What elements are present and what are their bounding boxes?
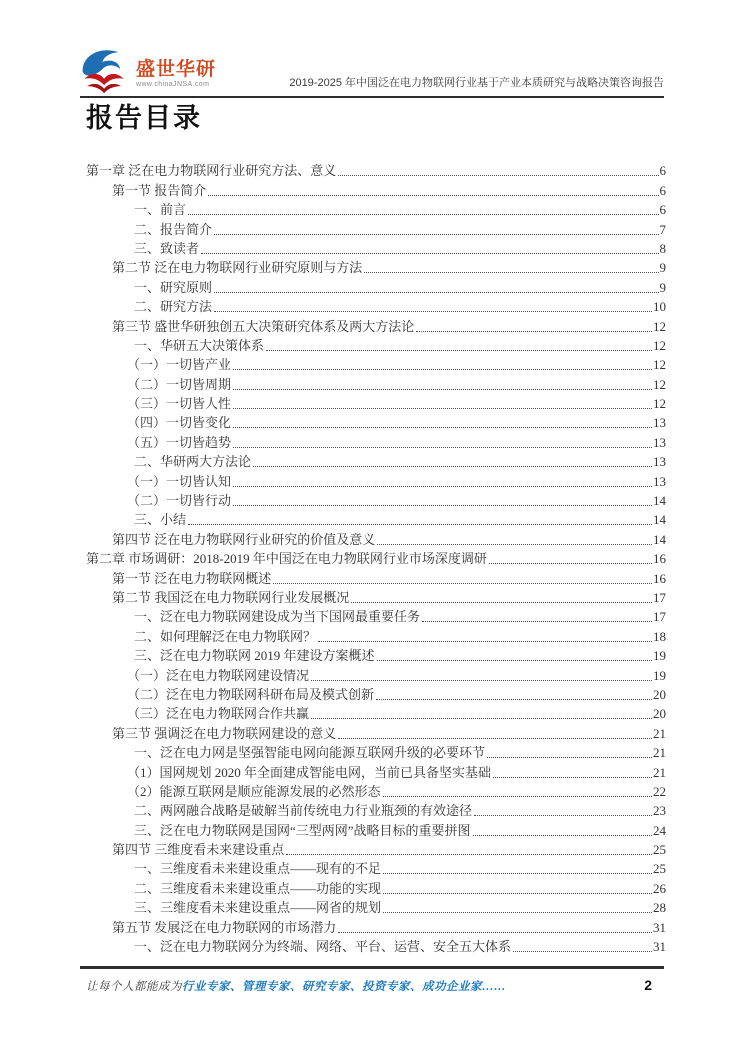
toc-entry-leader bbox=[318, 641, 652, 642]
toc-entry-page: 13 bbox=[653, 473, 666, 489]
toc-entry-label: （三）一切皆人性 bbox=[127, 396, 232, 412]
page-number: 2 bbox=[644, 977, 652, 993]
toc-entry-label: （1）国网规划 2020 年全面建成智能电网，当前已具备坚实基础 bbox=[127, 764, 492, 780]
toc-entry bbox=[80, 276, 666, 295]
toc-entry-label: 第三节 盛世华研独创五大决策研究体系及两大方法论 bbox=[112, 318, 415, 334]
toc-entry-label: 一、研究原则 bbox=[134, 279, 213, 295]
toc-entry bbox=[80, 800, 666, 819]
toc-entry-page: 24 bbox=[653, 822, 666, 838]
toc-entry bbox=[80, 470, 666, 489]
toc-entry-label: 一、三维度看未来建设重点——现有的不足 bbox=[134, 861, 382, 877]
toc-entry-leader bbox=[487, 757, 652, 758]
toc-entry-leader bbox=[383, 796, 652, 797]
page-footer bbox=[86, 977, 652, 994]
toc-entry bbox=[80, 916, 666, 935]
toc-entry-page: 20 bbox=[653, 686, 666, 702]
toc-entry-leader bbox=[214, 311, 652, 312]
toc-entry bbox=[80, 645, 666, 664]
toc-entry-leader bbox=[473, 835, 652, 836]
toc-entry-leader bbox=[188, 214, 658, 215]
toc-entry-leader bbox=[416, 331, 652, 332]
toc-entry bbox=[80, 296, 666, 315]
toc-entry-page: 10 bbox=[653, 299, 666, 315]
toc-entry-page: 19 bbox=[653, 667, 666, 683]
toc-entry-page: 20 bbox=[653, 706, 666, 722]
toc-entry bbox=[80, 664, 666, 683]
toc-entry-leader bbox=[266, 350, 652, 351]
toc-entry bbox=[80, 490, 666, 509]
toc-entry-page: 14 bbox=[653, 493, 666, 509]
toc-entry-leader bbox=[338, 175, 658, 176]
toc-entry-page: 25 bbox=[653, 861, 666, 877]
toc-entry-label: 二、报告简介 bbox=[134, 221, 213, 237]
toc-entry bbox=[80, 684, 666, 703]
toc-entry-label: 第二节 我国泛在电力物联网行业发展概况 bbox=[112, 589, 350, 605]
toc-entry bbox=[80, 761, 666, 780]
toc-entry-page: 18 bbox=[653, 628, 666, 644]
toc-entry-page: 16 bbox=[653, 570, 666, 586]
toc-entry-leader bbox=[253, 466, 652, 467]
toc-entry-label: 第一节 报告简介 bbox=[112, 182, 207, 198]
toc-entry-label: 二、三维度看未来建设重点——功能的实现 bbox=[134, 880, 382, 896]
toc-entry-label: 一、华研五大决策体系 bbox=[134, 337, 265, 353]
toc-entry-page: 9 bbox=[659, 260, 666, 276]
toc-entry-page: 23 bbox=[653, 803, 666, 819]
toc-entry-leader bbox=[383, 893, 652, 894]
toc-entry-label: （三）泛在电力物联网合作共赢 bbox=[127, 706, 310, 722]
toc-entry-label: 二、华研两大方法论 bbox=[134, 454, 252, 470]
toc-entry-page: 14 bbox=[653, 531, 666, 547]
toc-entry-label: 第二章 市场调研：2018-2019 年中国泛在电力物联网行业市场深度调研 bbox=[86, 551, 487, 567]
toc-entry bbox=[80, 451, 666, 470]
toc-entry bbox=[80, 703, 666, 722]
toc-entry-page: 7 bbox=[659, 221, 666, 237]
toc-entry bbox=[80, 431, 666, 450]
toc-entry-page: 17 bbox=[653, 609, 666, 625]
toc-entry-leader bbox=[273, 583, 652, 584]
toc-entry bbox=[80, 354, 666, 373]
toc-entry-label: 二、如何理解泛在电力物联网？ bbox=[134, 628, 317, 644]
toc-entry-page: 21 bbox=[653, 745, 666, 761]
toc-entry-page: 13 bbox=[653, 415, 666, 431]
toc-entry-leader bbox=[377, 660, 652, 661]
toc-entry-label: 第四节 泛在电力物联网行业研究的价值及意义 bbox=[112, 531, 376, 547]
toc-entry-label: 一、泛在电力物联网建设成为当下国网最重要任务 bbox=[134, 609, 421, 625]
toc-entry-page: 9 bbox=[659, 279, 666, 295]
toc-entry-label: 二、研究方法 bbox=[134, 299, 213, 315]
toc-entry-leader bbox=[513, 951, 652, 952]
toc-entry-page: 26 bbox=[653, 880, 666, 896]
footer-divider bbox=[80, 966, 664, 969]
toc-entry-page: 31 bbox=[653, 939, 666, 955]
toc-entry-leader bbox=[311, 718, 652, 719]
toc-entry-leader bbox=[377, 544, 652, 545]
toc-entry-label: 三、三维度看未来建设重点——网省的规划 bbox=[134, 900, 382, 916]
toc-entry-leader bbox=[474, 815, 652, 816]
toc-entry-leader bbox=[233, 369, 652, 370]
toc-entry-label: 一、泛在电力物联网分为终端、网络、平台、运营、安全五大体系 bbox=[134, 939, 512, 955]
toc-entry bbox=[80, 179, 666, 198]
footer-slogan bbox=[86, 978, 506, 994]
toc-entry bbox=[80, 199, 666, 218]
toc-entry-label: 第一章 泛在电力物联网行业研究方法、意义 bbox=[86, 163, 337, 179]
toc-entry-page: 16 bbox=[653, 551, 666, 567]
toc-entry bbox=[80, 412, 666, 431]
toc-entry-label: （2）能源互联网是顺应能源发展的必然形态 bbox=[127, 783, 381, 799]
toc-entry-label: （二）泛在电力物联网科研布局及模式创新 bbox=[127, 686, 375, 702]
toc-entry-leader bbox=[376, 699, 652, 700]
toc-entry-page: 12 bbox=[653, 376, 666, 392]
toc-entry bbox=[80, 936, 666, 955]
toc-entry-leader bbox=[364, 272, 658, 273]
toc-entry-leader bbox=[233, 408, 652, 409]
toc-entry-leader bbox=[286, 854, 652, 855]
toc-entry-label: （一）一切皆产业 bbox=[127, 357, 232, 373]
toc-entry-page: 6 bbox=[659, 202, 666, 218]
toc-entry-label: 二、两网融合战略是破解当前传统电力行业瓶颈的有效途径 bbox=[134, 803, 473, 819]
toc-entry bbox=[80, 606, 666, 625]
toc-entry bbox=[80, 722, 666, 741]
toc-entry-page: 19 bbox=[653, 648, 666, 664]
swoosh-open-book-logo-icon bbox=[80, 44, 130, 96]
page-header bbox=[80, 42, 664, 96]
toc-entry bbox=[80, 335, 666, 354]
toc-entry-leader bbox=[233, 486, 652, 487]
toc-entry-leader bbox=[233, 427, 652, 428]
toc-entry-label: 第二节 泛在电力物联网行业研究原则与方法 bbox=[112, 260, 363, 276]
toc-entry-leader bbox=[233, 505, 652, 506]
toc-entry-label: （一）泛在电力物联网建设情况 bbox=[127, 667, 310, 683]
page-title: 报告目录 bbox=[86, 103, 202, 133]
toc-entry-page: 21 bbox=[653, 764, 666, 780]
toc-entry-leader bbox=[422, 621, 652, 622]
toc-entry bbox=[80, 587, 666, 606]
toc-entry-page: 12 bbox=[653, 337, 666, 353]
toc-entry-label: 三、致读者 bbox=[134, 240, 200, 256]
toc-entry-leader bbox=[233, 447, 652, 448]
toc-entry-page: 8 bbox=[659, 240, 666, 256]
toc-entry-leader bbox=[493, 777, 652, 778]
footer-slogan-prefix: 让每个人都能成为 bbox=[86, 981, 182, 993]
toc-entry bbox=[80, 160, 666, 179]
footer-slogan-highlight: 行业专家、管理专家、研究专家、投资专家、成功企业家…… bbox=[182, 981, 506, 993]
toc-entry bbox=[80, 781, 666, 800]
toc-entry-leader bbox=[214, 292, 658, 293]
toc-entry-page: 12 bbox=[653, 318, 666, 334]
toc-entry bbox=[80, 315, 666, 334]
toc-entry-leader bbox=[338, 738, 652, 739]
toc-entry-label: （二）一切皆周期 bbox=[127, 376, 232, 392]
toc-entry bbox=[80, 567, 666, 586]
toc-entry-leader bbox=[383, 873, 652, 874]
toc-entry-leader bbox=[338, 932, 652, 933]
toc-entry-leader bbox=[489, 563, 652, 564]
toc-entry bbox=[80, 509, 666, 528]
toc-entry-leader bbox=[201, 253, 658, 254]
toc-entry-leader bbox=[214, 234, 658, 235]
toc-entry-label: 第三节 强调泛在电力物联网建设的意义 bbox=[112, 725, 337, 741]
toc-entry-label: 第一节 泛在电力物联网概述 bbox=[112, 570, 272, 586]
toc-entry-page: 13 bbox=[653, 434, 666, 450]
toc-entry-page: 12 bbox=[653, 396, 666, 412]
toc-entry-page: 21 bbox=[653, 725, 666, 741]
toc-entry bbox=[80, 373, 666, 392]
toc-entry-label: 三、泛在电力物联网 2019 年建设方案概述 bbox=[134, 648, 375, 664]
toc-entry bbox=[80, 858, 666, 877]
toc-entry-page: 31 bbox=[653, 919, 666, 935]
toc-entry-page: 14 bbox=[653, 512, 666, 528]
toc-entry bbox=[80, 839, 666, 858]
toc-entry bbox=[80, 548, 666, 567]
report-title: 2019-2025 年中国泛在电力物联网行业基于产业本质研究与战略决策咨询报告 bbox=[289, 77, 664, 89]
toc-entry-leader bbox=[233, 389, 652, 390]
toc-entry bbox=[80, 819, 666, 838]
toc-entry-leader bbox=[188, 524, 652, 525]
toc-entry-label: （一）一切皆认知 bbox=[127, 473, 232, 489]
toc-entry bbox=[80, 742, 666, 761]
toc-entry-page: 12 bbox=[653, 357, 666, 373]
toc-entry-page: 28 bbox=[653, 900, 666, 916]
toc-entry-leader bbox=[311, 680, 652, 681]
toc-entry-label: （二）一切皆行动 bbox=[127, 493, 232, 509]
brand-text-block bbox=[136, 44, 216, 89]
toc-entry-page: 25 bbox=[653, 842, 666, 858]
toc-entry-label: 三、小结 bbox=[134, 512, 187, 528]
toc-entry bbox=[80, 218, 666, 237]
toc-entry-page: 6 bbox=[659, 182, 666, 198]
brand-url: www.chinaJNSA.com bbox=[136, 81, 210, 88]
header-divider bbox=[80, 96, 664, 98]
toc-entry bbox=[80, 257, 666, 276]
toc-list bbox=[80, 160, 666, 955]
toc-entry-page: 13 bbox=[653, 454, 666, 470]
toc-entry-page: 6 bbox=[659, 163, 666, 179]
toc-entry-leader bbox=[208, 195, 658, 196]
toc-entry bbox=[80, 897, 666, 916]
brand-name: 盛世华研 bbox=[136, 59, 217, 80]
toc-entry-label: 一、前言 bbox=[134, 202, 187, 218]
toc-entry-label: 一、泛在电力网是坚强智能电网向能源互联网升级的必要环节 bbox=[134, 745, 486, 761]
toc-entry-page: 17 bbox=[653, 589, 666, 605]
toc-entry bbox=[80, 877, 666, 896]
toc-entry bbox=[80, 528, 666, 547]
toc-entry-label: （五）一切皆趋势 bbox=[127, 434, 232, 450]
toc-entry-label: 第四节 三维度看未来建设重点 bbox=[112, 842, 285, 858]
toc-entry bbox=[80, 393, 666, 412]
toc-entry-label: 第五节 发展泛在电力物联网的市场潜力 bbox=[112, 919, 337, 935]
toc-entry-label: 三、泛在电力物联网是国网“三型两网”战略目标的重要拼图 bbox=[134, 822, 471, 838]
toc-entry-leader bbox=[383, 912, 652, 913]
brand-logo bbox=[80, 44, 216, 96]
toc-entry bbox=[80, 238, 666, 257]
toc-entry-leader bbox=[351, 602, 652, 603]
toc-entry bbox=[80, 625, 666, 644]
toc-entry-page: 22 bbox=[653, 783, 666, 799]
toc-entry-label: （四）一切皆变化 bbox=[127, 415, 232, 431]
